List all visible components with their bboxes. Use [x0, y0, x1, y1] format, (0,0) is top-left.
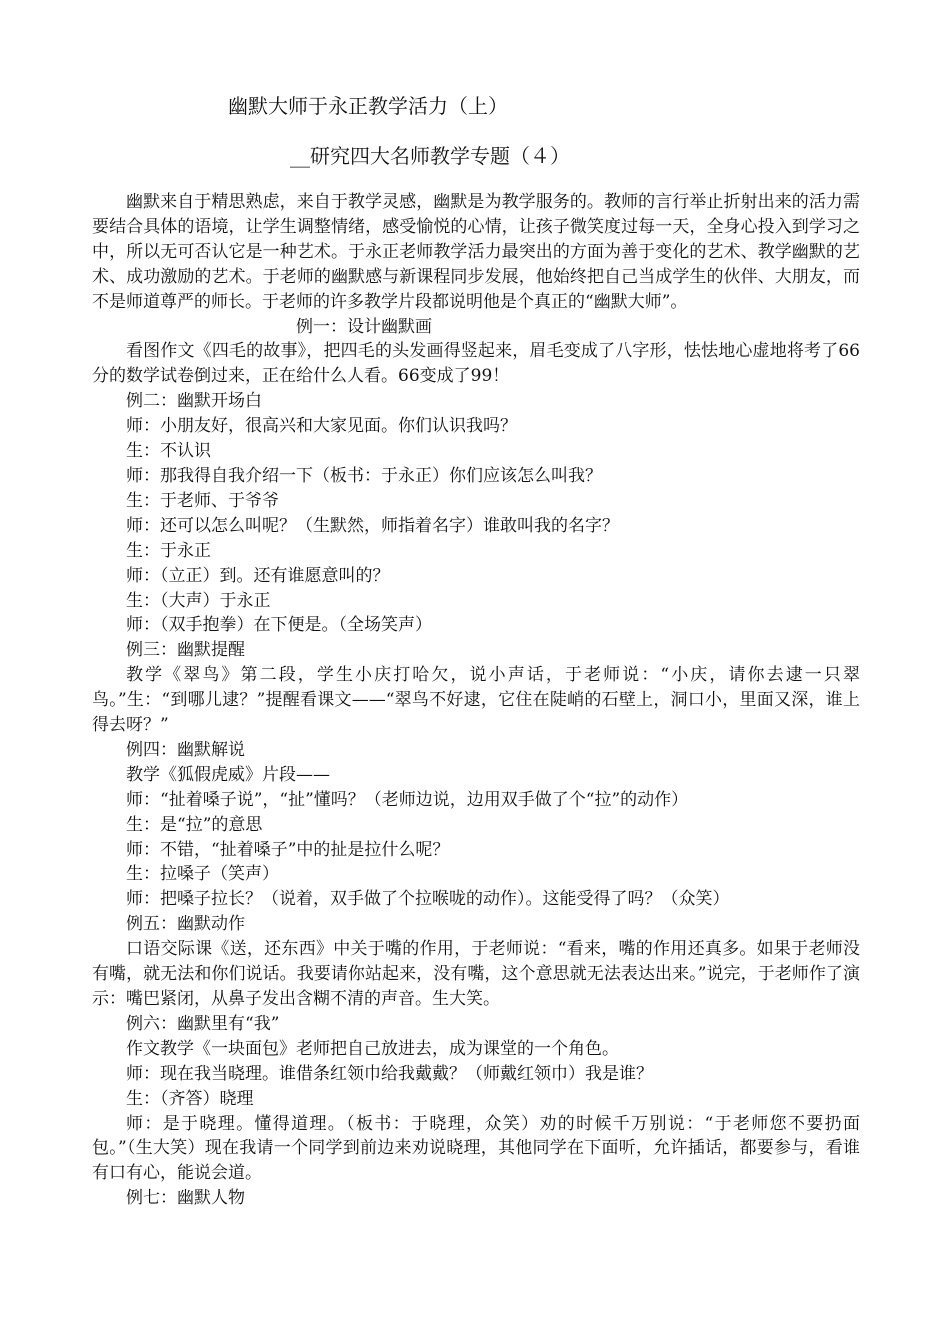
dialog-line: 生：（齐答）晓理: [126, 1088, 254, 1109]
dialog-line: 生：是“拉”的意思: [126, 814, 263, 835]
paragraph: 师：是于晓理。懂得道理。（板书：于晓理，众笑）劝的时候千万别说：“于老师您不要扔面包。”（生大笑）现在我请一个同学到前边来劝说晓理，其他同学在下面听，允许插话，都要参与，看谁有口有心，能说会道。: [92, 1113, 860, 1184]
paragraph: 看图作文《四毛的故事》，把四毛的头发画得竖起来，眉毛变成了八字形，怯怯地心虚地将考了66分的数学试卷倒过来，正在给什么人看。66变成了99！: [92, 341, 860, 387]
document-subtitle: __研究四大名师教学专题（４）: [290, 144, 570, 168]
dialog-line: 师：那我得自我介绍一下（板书：于永正）你们应该怎么叫我？: [126, 465, 602, 486]
example-heading: 例六：幽默里有“我”: [126, 1013, 280, 1034]
intro-paragraph: 幽默来自于精思熟虑，来自于教学灵感，幽默是为教学服务的。教师的言行举止折射出来的活力需要结合具体的语境，让学生调整情绪，感受愉悦的心情，让孩子微笑度过每一天，全身心投入到学习之中，所以无可否认它是一种艺术。于永正老师教学活力最突出的方面为善于变化的艺术、教学幽默的艺术、成功激励的艺术。于老师的幽默感与新课程同步发展，他始终把自己当成学生的伙伴、大朋友，而不是师道尊严的师长。于老师的许多教学片段都说明他是个真正的“幽默大师”。: [92, 192, 860, 312]
document-page: [92, 92, 860, 1211]
paragraph: 教学《狐假虎威》片段——: [126, 764, 330, 785]
example-heading: 例二：幽默开场白: [126, 391, 262, 412]
paragraph: 口语交际课《送，还东西》中关于嘴的作用，于老师说：“看来，嘴的作用还真多。如果于老师没有嘴，就无法和你们说话。我要请你站起来，没有嘴，这个意思就无法表达出来。”说完，于老师作了演示：嘴巴紧闭，从鼻子发出含糊不清的声音。生大笑。: [92, 939, 860, 1009]
dialog-line: 师：不错，“扯着嗓子”中的扯是拉什么呢？: [126, 839, 450, 860]
example-heading: 例一：设计幽默画: [296, 316, 432, 337]
dialog-line: 生：不认识: [126, 441, 211, 462]
dialog-line: 师：“扯着嗓子说”，“扯”懂吗？（老师边说，边用双手做了个“拉”的动作）: [126, 789, 689, 810]
example-heading: 例三：幽默提醒: [126, 640, 245, 661]
dialog-line: 师：小朋友好，很高兴和大家见面。你们认识我吗？: [126, 416, 517, 437]
dialog-line: 生：（大声）于永正: [126, 590, 271, 611]
dialog-line: 师：现在我当晓理。谁借条红领巾给我戴戴？（师戴红领巾）我是谁？: [126, 1063, 653, 1084]
dialog-line: 师：还可以怎么叫呢？（生默然，师指着名字）谁敢叫我的名字？: [126, 515, 619, 536]
example-heading: 例五：幽默动作: [126, 914, 245, 935]
example-heading: 例四：幽默解说: [126, 739, 245, 760]
example-heading: 例七：幽默人物: [126, 1188, 245, 1209]
dialog-line: 师：（立正）到。还有谁愿意叫的？: [126, 565, 390, 586]
dialog-line: 生：于永正: [126, 540, 211, 561]
paragraph: 作文教学《一块面包》老师把自己放进去，成为课堂的一个角色。: [126, 1038, 619, 1059]
dialog-line: 师：把嗓子拉长？（说着，双手做了个拉喉咙的动作）。这能受得了吗？（众笑）: [126, 889, 730, 910]
dialog-line: 生：于老师、于爷爷: [126, 490, 279, 511]
dialog-line: 生：拉嗓子（笑声）: [126, 864, 279, 885]
document-body: [92, 190, 860, 1211]
paragraph: 教学《翠鸟》第二段，学生小庆打哈欠，说小声话，于老师说：“小庆，请你去逮一只翠鸟。”生：“到哪儿逮？”提醒看课文——“翠鸟不好逮，它住在陡峭的石壁上，洞口小，里面又深，谁上得去呀？”: [92, 665, 860, 736]
dialog-line: 师：（双手抱拳）在下便是。（全场笑声）: [126, 615, 432, 636]
document-title: 幽默大师于永正教学活力（上）: [228, 94, 508, 118]
